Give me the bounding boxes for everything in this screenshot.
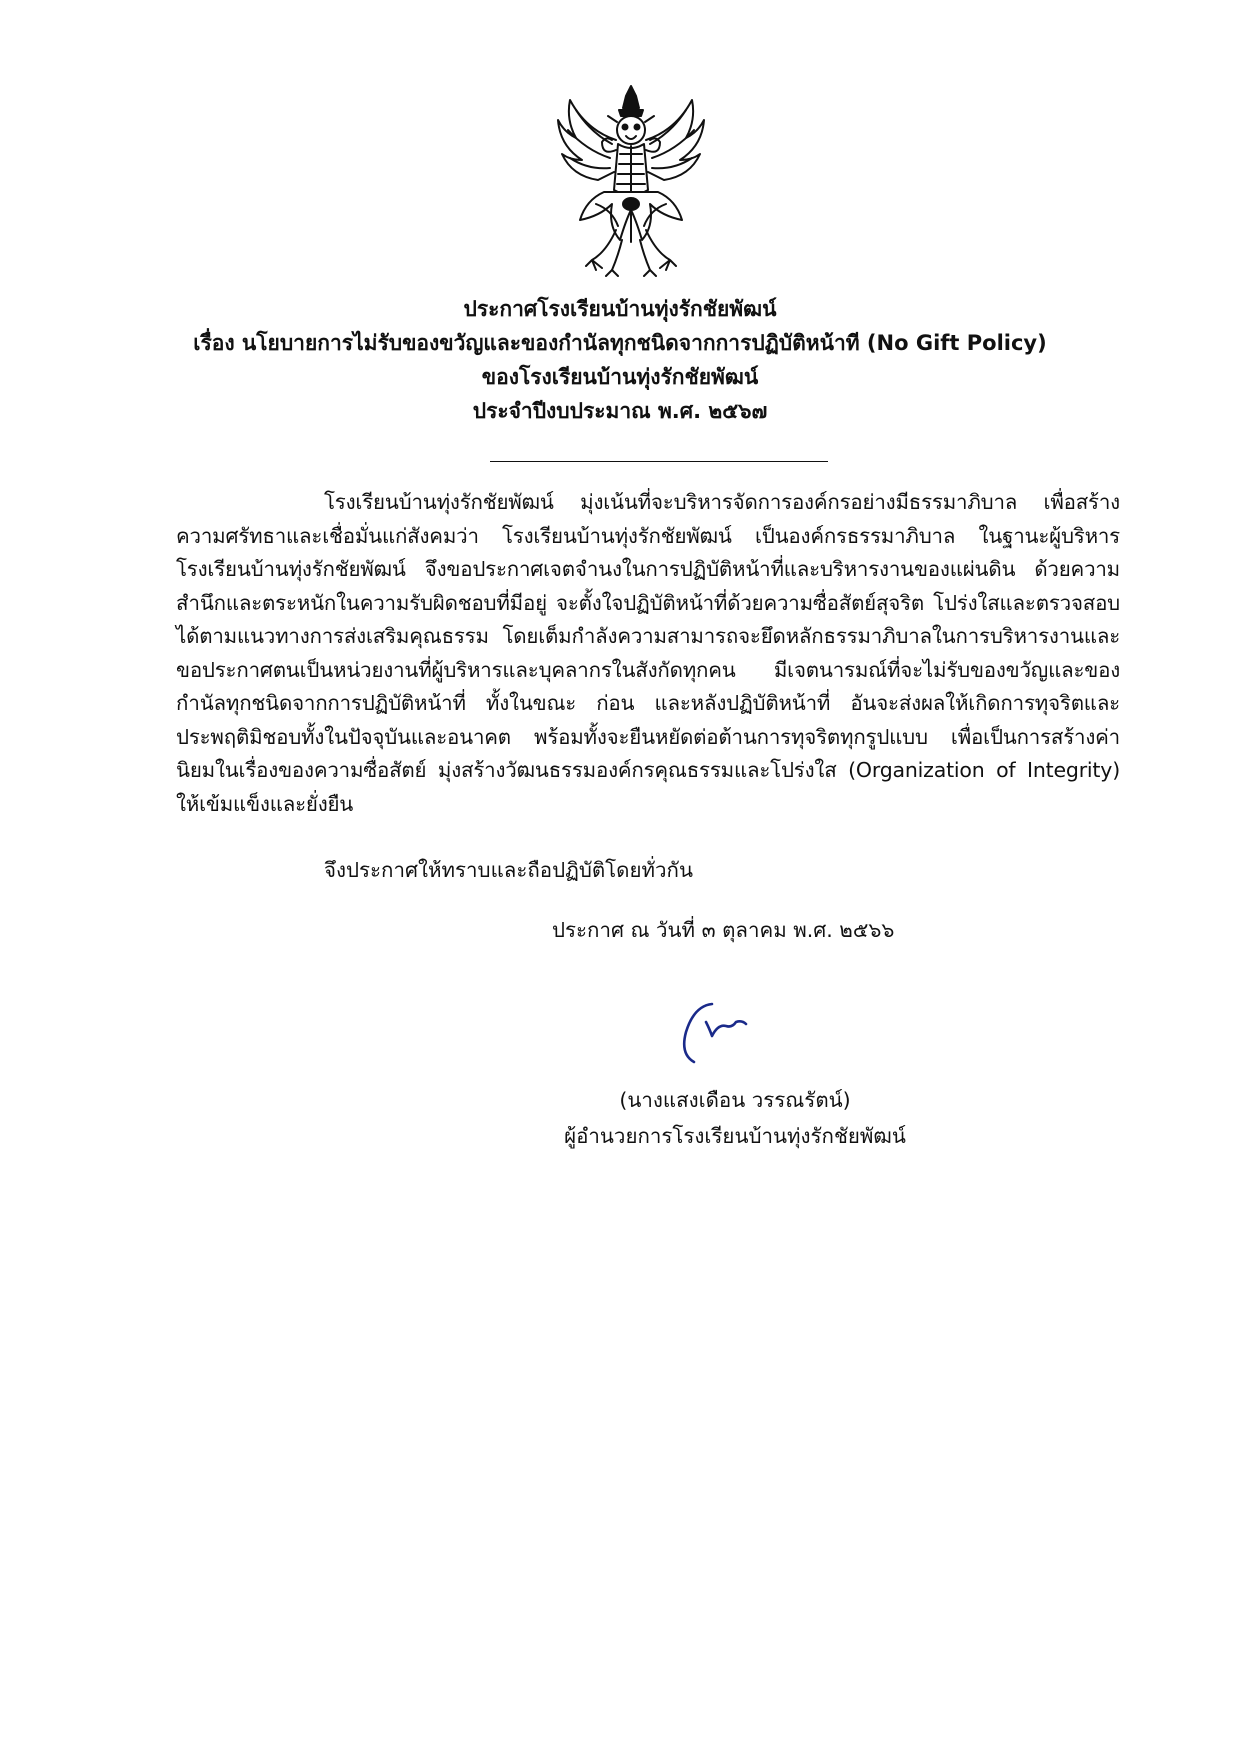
signer-name: (นางแสงเดือน วรรณรัตน์)	[619, 1088, 851, 1112]
heading-line-3: ของโรงเรียนบ้านทุ่งรักชัยพัฒน์	[481, 365, 759, 389]
heading-line-4: ประจำปีงบประมาณ พ.ศ. ๒๕๖๗	[472, 399, 768, 423]
heading-line-1: ประกาศโรงเรียนบ้านทุ่งรักชัยพัฒน์	[463, 297, 777, 321]
announcement-heading	[150, 292, 1090, 428]
body-paragraph: โรงเรียนบ้านทุ่งรักชัยพัฒน์ มุ่งเน้นที่จะบริหารจัดการองค์กรอย่างมีธรรมาภิบาล เพื่อสร้างความศรัทธาและเชื่อมั่นแก่สังคมว่า โรงเรียนบ้านทุ่งรักชัยพัฒน์ เป็นองค์กรธรรมาภิบาล ในฐานะผู้บริหารโรงเรียนบ้านทุ่งรักชัยพัฒน์ จึงขอประกาศเจตจำนงในการปฏิบัติหน้าที่และบริหารงานของแผ่นดิน ด้วยความสำนึกและตระหนักในความรับผิดชอบที่มีอยู่ จะตั้งใจปฏิบัติหน้าที่ด้วยความซื่อสัตย์สุจริต โปร่งใสและตรวจสอบได้ตามแนวทางการส่งเสริมคุณธรรม โดยเต็มกำลังความสามารถจะยึดหลักธรรมาภิบาลในการบริหารงานและขอประกาศตนเป็นหน่วยงานที่ผู้บริหารและบุคลากรในสังกัดทุกคน มีเจตนารมณ์ที่จะไม่รับของขวัญและของกำนัลทุกชนิดจากการปฏิบัติหน้าที่ ทั้งในขณะ ก่อน และหลังปฏิบัติหน้าที่ อันจะส่งผลให้เกิดการทุจริตและประพฤติมิชอบทั้งในปัจจุบันและอนาคต พร้อมทั้งจะยืนหยัดต่อต้านการทุจริตทุกรูปแบบ เพื่อเป็นการสร้างค่านิยมในเรื่องของความซื่อสัตย์ มุ่งสร้างวัฒนธรรมองค์กรคุณธรรมและโปร่งใส (Organization of Integrity) ให้เข้มแข็งและยั่งยืน	[176, 490, 1120, 816]
closing-line: จึงประกาศให้ทราบและถือปฏิบัติโดยทั่วกัน	[324, 858, 693, 882]
heading-divider	[490, 461, 828, 462]
heading-line-2: เรื่อง นโยบายการไม่รับของขวัญและของกำนัลทุกชนิดจากการปฏิบัติหน้าที (No Gift Policy)	[193, 331, 1047, 355]
handwritten-signature	[672, 992, 772, 1072]
announcement-date: ประกาศ ณ วันที่ ๓ ตุลาคม พ.ศ. ๒๕๖๖	[552, 918, 895, 942]
signer-title: ผู้อำนวยการโรงเรียนบ้านทุ่งรักชัยพัฒน์	[564, 1124, 906, 1148]
garuda-emblem-icon	[556, 80, 706, 280]
